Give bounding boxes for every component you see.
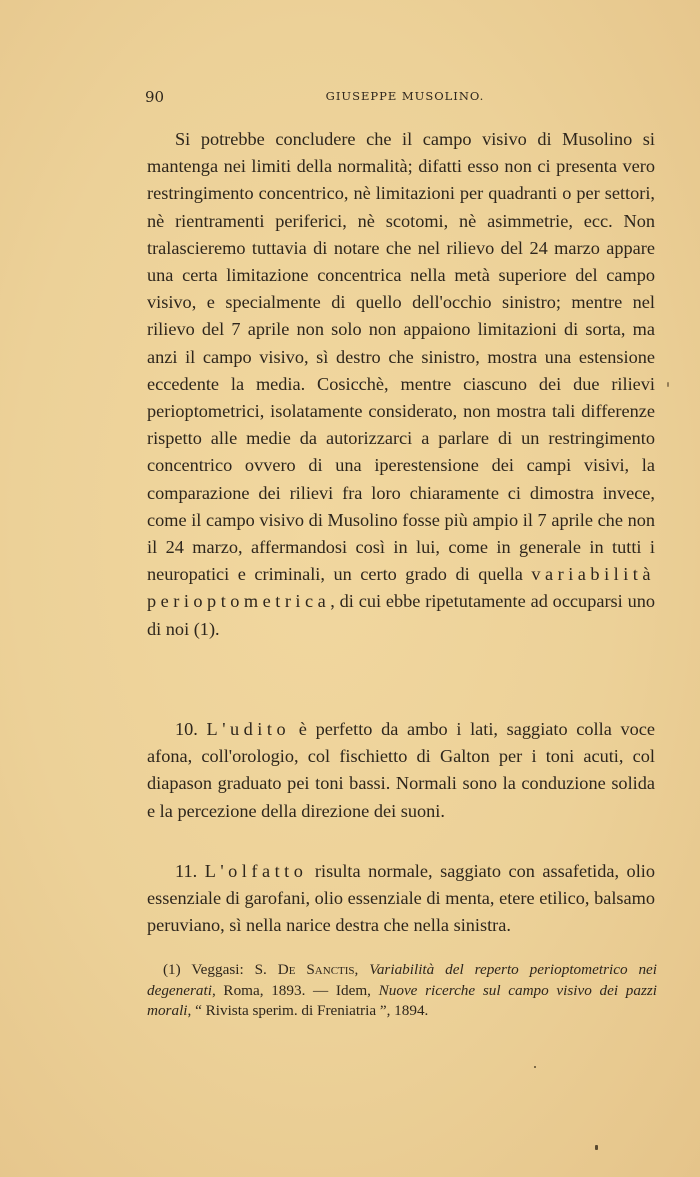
footnote-title-2: Nuove ricerche sul campo visivo dei pazzi morali xyxy=(147,981,657,1019)
footnote-pub-2: , “ Rivista sperim. di Freniatria ”, 1894. xyxy=(187,1002,429,1019)
section-11-smell xyxy=(147,858,655,940)
section-number: 10. xyxy=(175,719,198,739)
footnote-intro: Veggasi: S. xyxy=(180,961,278,978)
paragraph-visual-field xyxy=(147,126,655,643)
scan-speck xyxy=(667,382,669,387)
section-text: risulta normale, saggiato con assafetida, olio essenziale di garofani, olio essenziale di menta, etere etilico, balsamo peruviano, sì nella narice destra che nella sinistra. xyxy=(147,861,655,936)
section-number: 11. xyxy=(175,861,198,881)
footnote-author: De Sanctis xyxy=(277,961,355,978)
section-lead: L'udito xyxy=(206,719,291,739)
section-10-hearing xyxy=(147,716,655,825)
footnote xyxy=(147,960,657,1022)
section-text: è perfetto da ambo i lati, saggiato colla voce afona, coll'orologio, col fischietto di Galton per i toni acuti, col diapason graduato pei toni bassi. Normali sono la conduzione solida e la percezione della direzione dei suoni. xyxy=(147,719,655,821)
scan-speck xyxy=(534,1066,536,1068)
emphasis-spaced: variabilità perioptometrica xyxy=(147,564,655,612)
footnote-sep: , xyxy=(354,961,370,978)
paragraph-text: Si potrebbe concludere che il campo visivo di Musolino si mantenga nei limiti della normalità; difatti esso non ci presenta vero restringimento concentrico, nè limitazioni per quadranti o per settori, nè rientramenti periferici, nè scotomi, nè asimmetrie, ecc. Non tralascieremo tuttavia di notare che nel rilievo del 24 marzo appare una certa limitazione concentrica nella metà superiore del campo visivo, e specialmente di quello dell'occhio sinistro; mentre nel rilievo del 7 aprile non solo non appaiono limitazioni di sorta, ma anzi il campo visivo, sì destro che sinistro, mostra una estensione eccedente la media. Cosicchè, mentre ciascuno dei due rilievi perioptometrici, isolatamente considerato, non mostra tali differenze rispetto alle medie da autorizzarci a parlare di un restringimento concentrico ovvero di una iperestensione dei campi visivi, la comparazione dei rilievi fra loro chiaramente ci dimostra invece, come il campo visivo di Musolino fosse più ampio il 7 aprile che non il 24 marzo, affermandosi così in lui, come in generale in tutti i neuropatici e criminali, un certo grado di quella xyxy=(147,129,655,585)
footnote-title-1: Variabilità del reperto perioptometrico nei degenerati xyxy=(147,961,658,999)
scan-speck xyxy=(595,1145,598,1150)
footnote-pub-1: , Roma, 1893. — Idem, xyxy=(211,981,379,999)
paragraph-text-end: , di cui ebbe ripetutamente ad occuparsi uno di noi (1). xyxy=(147,591,655,639)
running-head xyxy=(145,88,665,110)
running-title: GIUSEPPE MUSOLINO. xyxy=(325,89,485,103)
footnote-marker: (1) xyxy=(163,961,181,978)
section-lead: L'olfatto xyxy=(204,861,308,881)
page-number: 90 xyxy=(145,88,165,106)
